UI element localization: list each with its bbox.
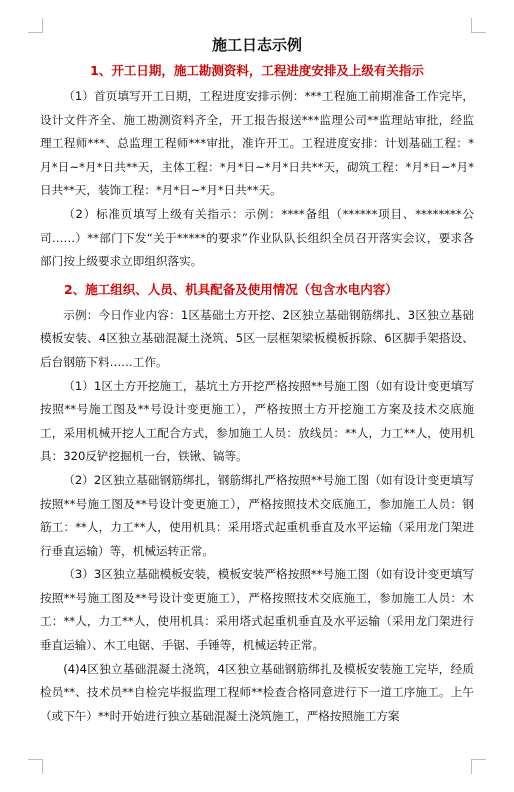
crop-mark-top-right (471, 18, 486, 33)
paragraph: （1）1区土方开挖施工，基坑土方开挖严格按照**号施工图（如有设计变更填写按照**号施工图及**号设计变更施工），严格按照土方开挖施工方案及技术交底施工，采用机械开挖人工配合方式，参加施工人员：放线员：**人，力工**人，使用机具：320反铲挖掘机一台，铁锹、镐等。 (40, 378, 474, 464)
paragraph: (4)4区独立基础混凝土浇筑，4区独立基础钢筋绑扎及模板安装施工完毕，经质检员**、技术员**自检完毕报监理工程师**检查合格同意进行下一道工序施工。上午（或下午）**时开始进行独立基础混凝土浇筑施工，严格按照施工方案 (40, 661, 474, 723)
crop-mark-bottom-left (28, 759, 43, 774)
paragraph: （1）首页填写开工日期，工程进度安排示例：***工程施工前期准备工作完毕，设计文件齐全、施工勘测资料齐全，开工报告报送***监理公司**监理站审批，经监理工程师***、总监理工程师***审批，准许开工。工程进度安排：计划基础工程：*月*日~*月*日共**天，主体工程：*月*日~*月*日共**天，砌筑工程：*月*日~*月*日共**天，装饰工程：*月*日~*月*日共**天。 (40, 89, 474, 198)
crop-mark-bottom-right (471, 759, 486, 774)
section-heading-2: 2、施工组织、人员、机具配备及使用情况（包含水电内容） (64, 281, 398, 297)
paragraph: （2）标准页填写上级有关指示：示例：****备组（******项目、********公司……）**部门下发“关于*****的要求”作业队队长组织全员召开落实会议，要求各部门按上级要求立即组织落实。 (40, 206, 474, 269)
document-page (40, 34, 474, 728)
crop-mark-top-left (28, 18, 43, 33)
paragraph: （3）3区独立基础模板安装，模板安装严格按照**号施工图（如有设计变更填写按照**号施工图及**号设计变更施工），严格按照技术交底施工，参加施工人员：木工：**人，力工**人，使用机具：采用塔式起重机垂直及水平运输（采用龙门架进行垂直运输）、木工电锯、手锯、手锤等，机械运转正常。 (40, 567, 474, 653)
paragraph: （2）2区独立基础钢筋绑扎，钢筋绑扎严格按照**号施工图（如有设计变更填写按照**号施工图及**号设计变更施工），严格按照技术交底施工，参加施工人员：钢筋工：**人，力工**人，使用机具：采用塔式起重机垂直及水平运输（采用龙门架进行垂直运输）等，机械运转正常。 (40, 472, 474, 558)
paragraph: 示例：今日作业内容：1区基础土方开挖、2区独立基础钢筋绑扎、3区独立基础模板安装、4区独立基础混凝土浇筑、5区一层框架梁板模板拆除、6区脚手架搭设、后台钢筋下料……工作。 (40, 307, 474, 369)
section-heading-1: 1、开工日期，施工勘测资料，工程进度安排及上级有关指示 (90, 63, 424, 78)
document-title: 施工日志示例 (211, 36, 302, 54)
